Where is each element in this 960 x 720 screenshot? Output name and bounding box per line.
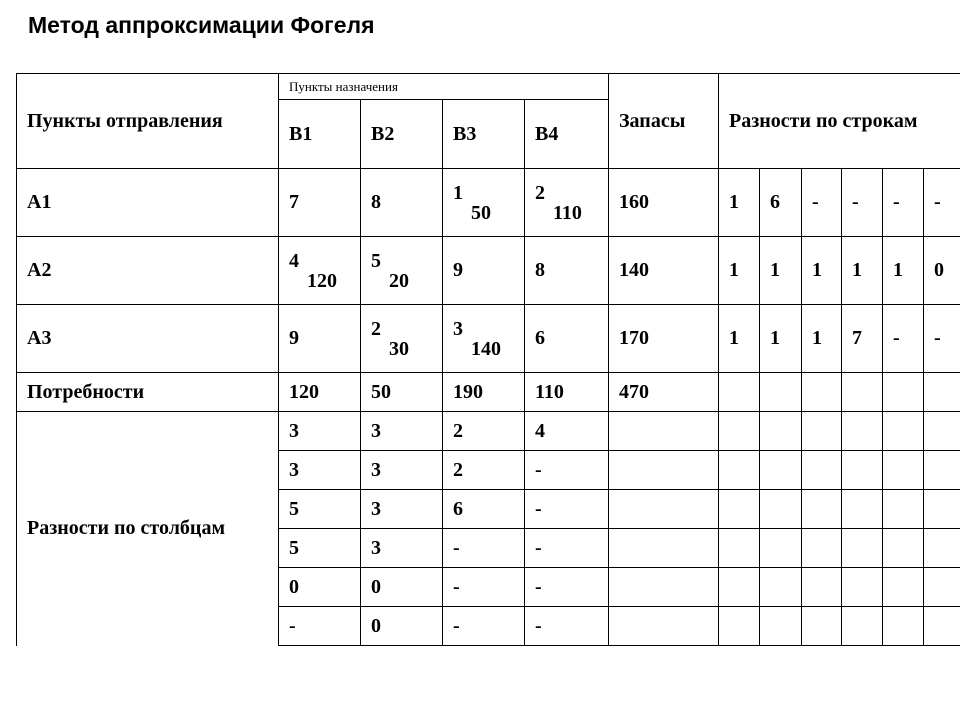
destination-header-1: B1 [279, 100, 361, 169]
column-diff-value: 5 [279, 529, 361, 568]
row-diff-value: 1 [842, 237, 883, 305]
column-diff-value: 3 [279, 412, 361, 451]
origin-label: A3 [17, 305, 279, 373]
demand-value: 190 [443, 373, 525, 412]
empty-cell [719, 568, 760, 607]
column-diff-value: - [525, 451, 609, 490]
empty-cell [924, 373, 960, 412]
empty-cell [609, 529, 719, 568]
empty-cell [609, 451, 719, 490]
column-diff-value: 0 [361, 607, 443, 646]
empty-cell [802, 373, 842, 412]
column-diff-value: - [525, 490, 609, 529]
column-diff-value: - [279, 607, 361, 646]
column-diff-value: 0 [279, 568, 361, 607]
demand-value: 110 [525, 373, 609, 412]
row-diff-value: 1 [719, 305, 760, 373]
empty-cell [883, 490, 924, 529]
empty-cell [802, 412, 842, 451]
column-diff-value: 3 [361, 412, 443, 451]
origins-header: Пункты отправления [17, 74, 279, 169]
origin-row [17, 305, 960, 373]
empty-cell [924, 568, 960, 607]
column-diff-value: 2 [443, 412, 525, 451]
row-diff-value: 1 [719, 169, 760, 237]
empty-cell [802, 451, 842, 490]
empty-cell [883, 529, 924, 568]
column-diff-value: 6 [443, 490, 525, 529]
column-diff-row [17, 412, 960, 451]
cost-cell [361, 237, 443, 305]
empty-cell [842, 373, 883, 412]
cost-cell: 9 [279, 305, 361, 373]
empty-cell [719, 412, 760, 451]
row-diff-value: - [842, 169, 883, 237]
empty-cell [609, 412, 719, 451]
supply-value: 160 [609, 169, 719, 237]
allocation-value: 50 [471, 201, 491, 224]
destination-header-4: B4 [525, 100, 609, 169]
empty-cell [609, 607, 719, 646]
row-diff-value: - [883, 169, 924, 237]
origin-label: A2 [17, 237, 279, 305]
cost-cell: 9 [443, 237, 525, 305]
destination-header-3: B3 [443, 100, 525, 169]
row-diff-value: - [883, 305, 924, 373]
column-diff-value: 4 [525, 412, 609, 451]
empty-cell [924, 529, 960, 568]
empty-cell [883, 451, 924, 490]
empty-cell [924, 451, 960, 490]
empty-cell [802, 529, 842, 568]
allocation-value: 110 [553, 201, 582, 224]
cost-cell: 7 [279, 169, 361, 237]
empty-cell [842, 568, 883, 607]
cost-cell: 6 [525, 305, 609, 373]
destinations-header: Пункты назначения [279, 74, 609, 100]
row-diff-value: 1 [760, 237, 802, 305]
table-body [17, 74, 960, 646]
empty-cell [760, 529, 802, 568]
row-diff-value: - [924, 169, 960, 237]
allocation-value: 30 [389, 337, 409, 360]
allocation-value: 120 [307, 269, 337, 292]
row-diff-value: 0 [924, 237, 960, 305]
row-diff-value: - [802, 169, 842, 237]
column-diff-value: - [525, 568, 609, 607]
column-diff-value: - [525, 607, 609, 646]
cost-value: 2 [535, 181, 545, 204]
row-diff-value: 1 [802, 237, 842, 305]
demand-total: 470 [609, 373, 719, 412]
empty-cell [842, 412, 883, 451]
empty-cell [719, 373, 760, 412]
empty-cell [609, 568, 719, 607]
row-diff-value: 1 [802, 305, 842, 373]
empty-cell [719, 451, 760, 490]
empty-cell [883, 568, 924, 607]
row-diff-value: 7 [842, 305, 883, 373]
empty-cell [760, 568, 802, 607]
supply-header: Запасы [609, 74, 719, 169]
empty-cell [760, 490, 802, 529]
demand-value: 50 [361, 373, 443, 412]
demand-label: Потребности [17, 373, 279, 412]
empty-cell [719, 490, 760, 529]
row-diff-value: 1 [760, 305, 802, 373]
cost-cell: 8 [361, 169, 443, 237]
slide-title: Метод аппроксимации Фогеля [28, 12, 375, 38]
column-diff-value: 3 [361, 451, 443, 490]
row-diff-value: 1 [883, 237, 924, 305]
empty-cell [760, 451, 802, 490]
cost-cell [525, 169, 609, 237]
empty-cell [719, 529, 760, 568]
column-diff-value: - [443, 529, 525, 568]
column-diff-label: Разности по столбцам [17, 412, 279, 646]
empty-cell [924, 412, 960, 451]
empty-cell [802, 568, 842, 607]
row-diff-header: Разности по строкам [719, 74, 960, 169]
row-diff-value: 6 [760, 169, 802, 237]
empty-cell [802, 490, 842, 529]
column-diff-value: 0 [361, 568, 443, 607]
empty-cell [802, 607, 842, 646]
empty-cell [842, 607, 883, 646]
origin-row [17, 237, 960, 305]
cost-cell [443, 169, 525, 237]
column-diff-value: - [443, 568, 525, 607]
empty-cell [883, 373, 924, 412]
empty-cell [924, 490, 960, 529]
cost-value: 2 [371, 317, 381, 340]
cost-cell [279, 237, 361, 305]
supply-value: 170 [609, 305, 719, 373]
column-diff-value: 3 [361, 529, 443, 568]
header-row-top [17, 74, 960, 100]
column-diff-value: 3 [361, 490, 443, 529]
empty-cell [924, 607, 960, 646]
empty-cell [883, 607, 924, 646]
column-diff-value: - [525, 529, 609, 568]
cost-cell [361, 305, 443, 373]
cost-value: 1 [453, 181, 463, 204]
column-diff-value: 3 [279, 451, 361, 490]
cost-value: 5 [371, 249, 381, 272]
column-diff-value: 5 [279, 490, 361, 529]
origin-row [17, 169, 960, 237]
empty-cell [760, 607, 802, 646]
cost-cell: 8 [525, 237, 609, 305]
column-diff-value: 2 [443, 451, 525, 490]
row-diff-value: 1 [719, 237, 760, 305]
empty-cell [883, 412, 924, 451]
empty-cell [842, 490, 883, 529]
empty-cell [609, 490, 719, 529]
empty-cell [842, 529, 883, 568]
empty-cell [719, 607, 760, 646]
destination-header-2: B2 [361, 100, 443, 169]
empty-cell [760, 412, 802, 451]
allocation-value: 140 [471, 337, 501, 360]
demand-value: 120 [279, 373, 361, 412]
origin-label: A1 [17, 169, 279, 237]
supply-value: 140 [609, 237, 719, 305]
empty-cell [760, 373, 802, 412]
vogel-table [16, 73, 960, 646]
column-diff-value: - [443, 607, 525, 646]
demand-row [17, 373, 960, 412]
cost-value: 3 [453, 317, 463, 340]
empty-cell [842, 451, 883, 490]
row-diff-value: - [924, 305, 960, 373]
cost-cell [443, 305, 525, 373]
allocation-value: 20 [389, 269, 409, 292]
cost-value: 4 [289, 249, 299, 272]
